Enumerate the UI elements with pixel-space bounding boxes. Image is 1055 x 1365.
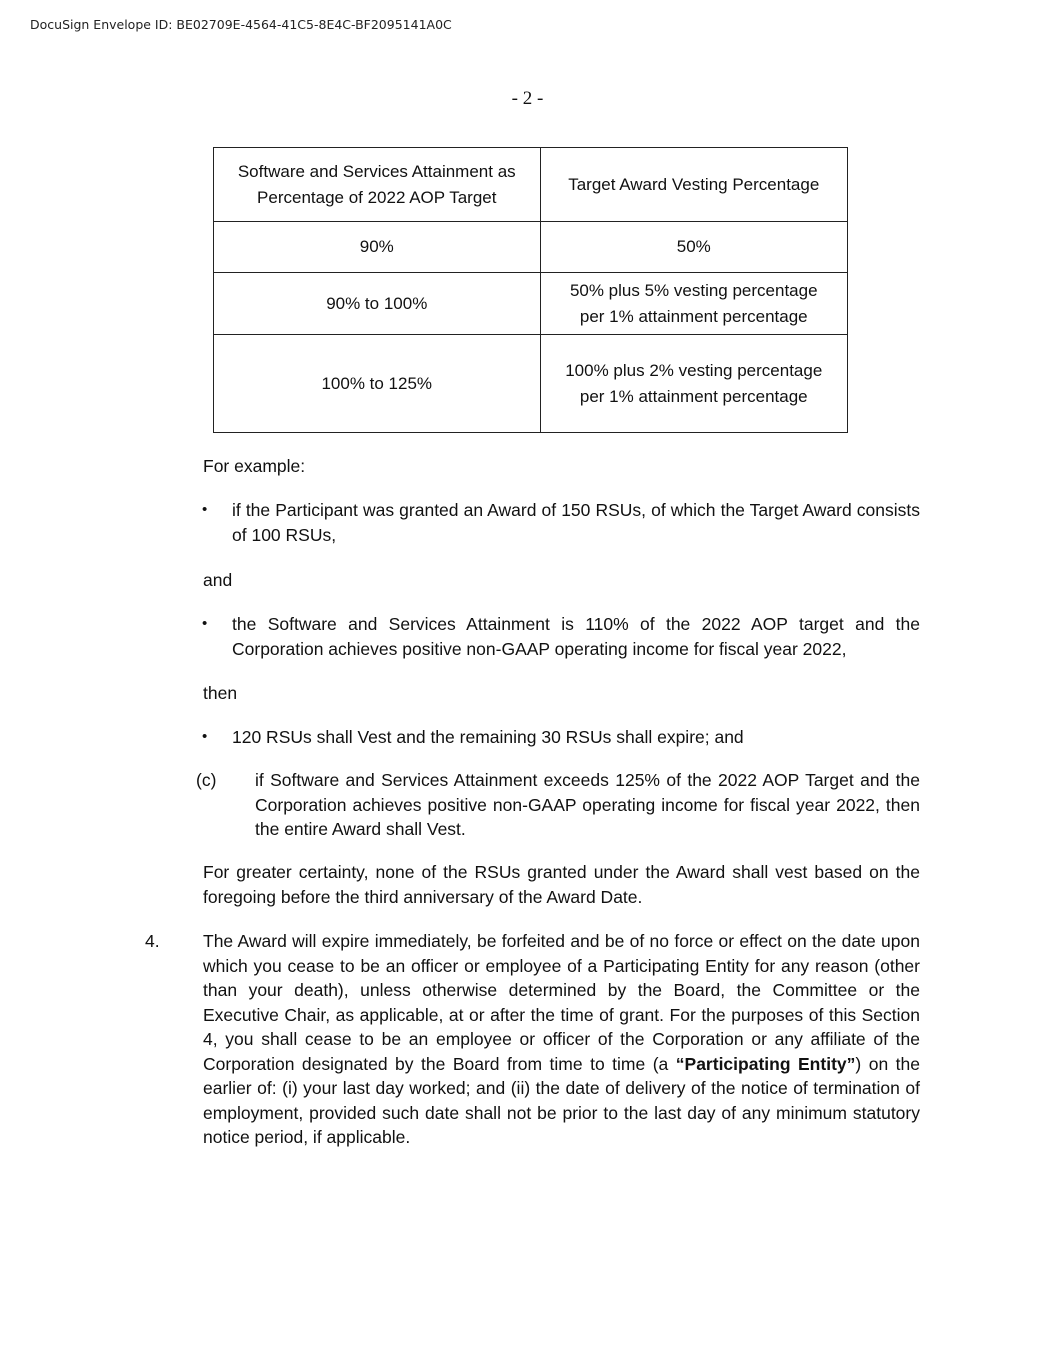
vesting-cell: 50% plus 5% vesting percentage per 1% attainment percentage <box>540 273 847 335</box>
example-and: and <box>203 570 233 590</box>
example-bullet-3: 120 RSUs shall Vest and the remaining 30 RSUs shall expire; and <box>232 727 744 747</box>
docusign-envelope-id: DocuSign Envelope ID: BE02709E-4564-41C5-8E4C-BF2095141A0C <box>30 17 452 32</box>
page-number: - 2 - <box>511 88 544 109</box>
example-bullet-2: the Software and Services Attainment is 110% of the 2022 AOP target and the Corporation achieves positive non-GAAP operating income for fiscal year 2022, <box>232 614 920 659</box>
header-vesting: Target Award Vesting Percentage <box>540 148 847 222</box>
vesting-cell: 50% <box>540 222 847 273</box>
header-attainment: Software and Services Attainment as Percentage of 2022 AOP Target <box>214 148 541 222</box>
certainty-paragraph: For greater certainty, none of the RSUs granted under the Award shall vest based on the foregoing before the third anniversary of the Award Date. <box>203 862 920 907</box>
vesting-table <box>213 147 848 433</box>
bullet-icon: • <box>202 728 208 745</box>
table-row <box>214 335 848 433</box>
section-4-number: 4. <box>145 931 160 951</box>
example-then: then <box>203 683 238 703</box>
attainment-cell: 90% <box>214 222 541 273</box>
example-bullet-1: if the Participant was granted an Award of 150 RSUs, of which the Target Award consists of 100 RSUs, <box>232 500 920 545</box>
table-row <box>214 222 848 273</box>
bullet-icon: • <box>202 501 208 518</box>
section-4-text: The Award will expire immediately, be forfeited and be of no force or effect on the date upon which you cease to be an officer or employee of a Participating Entity for any reason (other than your death), unless otherwise determined by the Board, the Committee or the Executive Chair, as applicable, at or after the time of grant. For the purposes of this Section 4, you shall cease to be an employee or officer of the Corporation or any affiliate of the Corporation designated by the Board from time to time (a “Participating Entity”) on the earlier of: (i) your last day worked; and (ii) the date of delivery of the notice of termination of employment, provided such date shall not be prior to the last day of any minimum statutory notice period, if applicable. <box>203 931 920 1147</box>
vesting-cell: 100% plus 2% vesting percentage per 1% attainment percentage <box>540 335 847 433</box>
table-row <box>214 273 848 335</box>
attainment-cell: 100% to 125% <box>214 335 541 433</box>
clause-c-text: if Software and Services Attainment exceeds 125% of the 2022 AOP Target and the Corporation achieves positive non-GAAP operating income for fiscal year 2022, then the entire Award shall Vest. <box>255 770 920 839</box>
example-intro: For example: <box>203 456 306 476</box>
attainment-cell: 90% to 100% <box>214 273 541 335</box>
table-header-row <box>214 148 848 222</box>
bullet-icon: • <box>202 615 208 632</box>
clause-c-label: (c) <box>196 770 217 790</box>
defined-term: “Participating Entity” <box>675 1053 856 1074</box>
